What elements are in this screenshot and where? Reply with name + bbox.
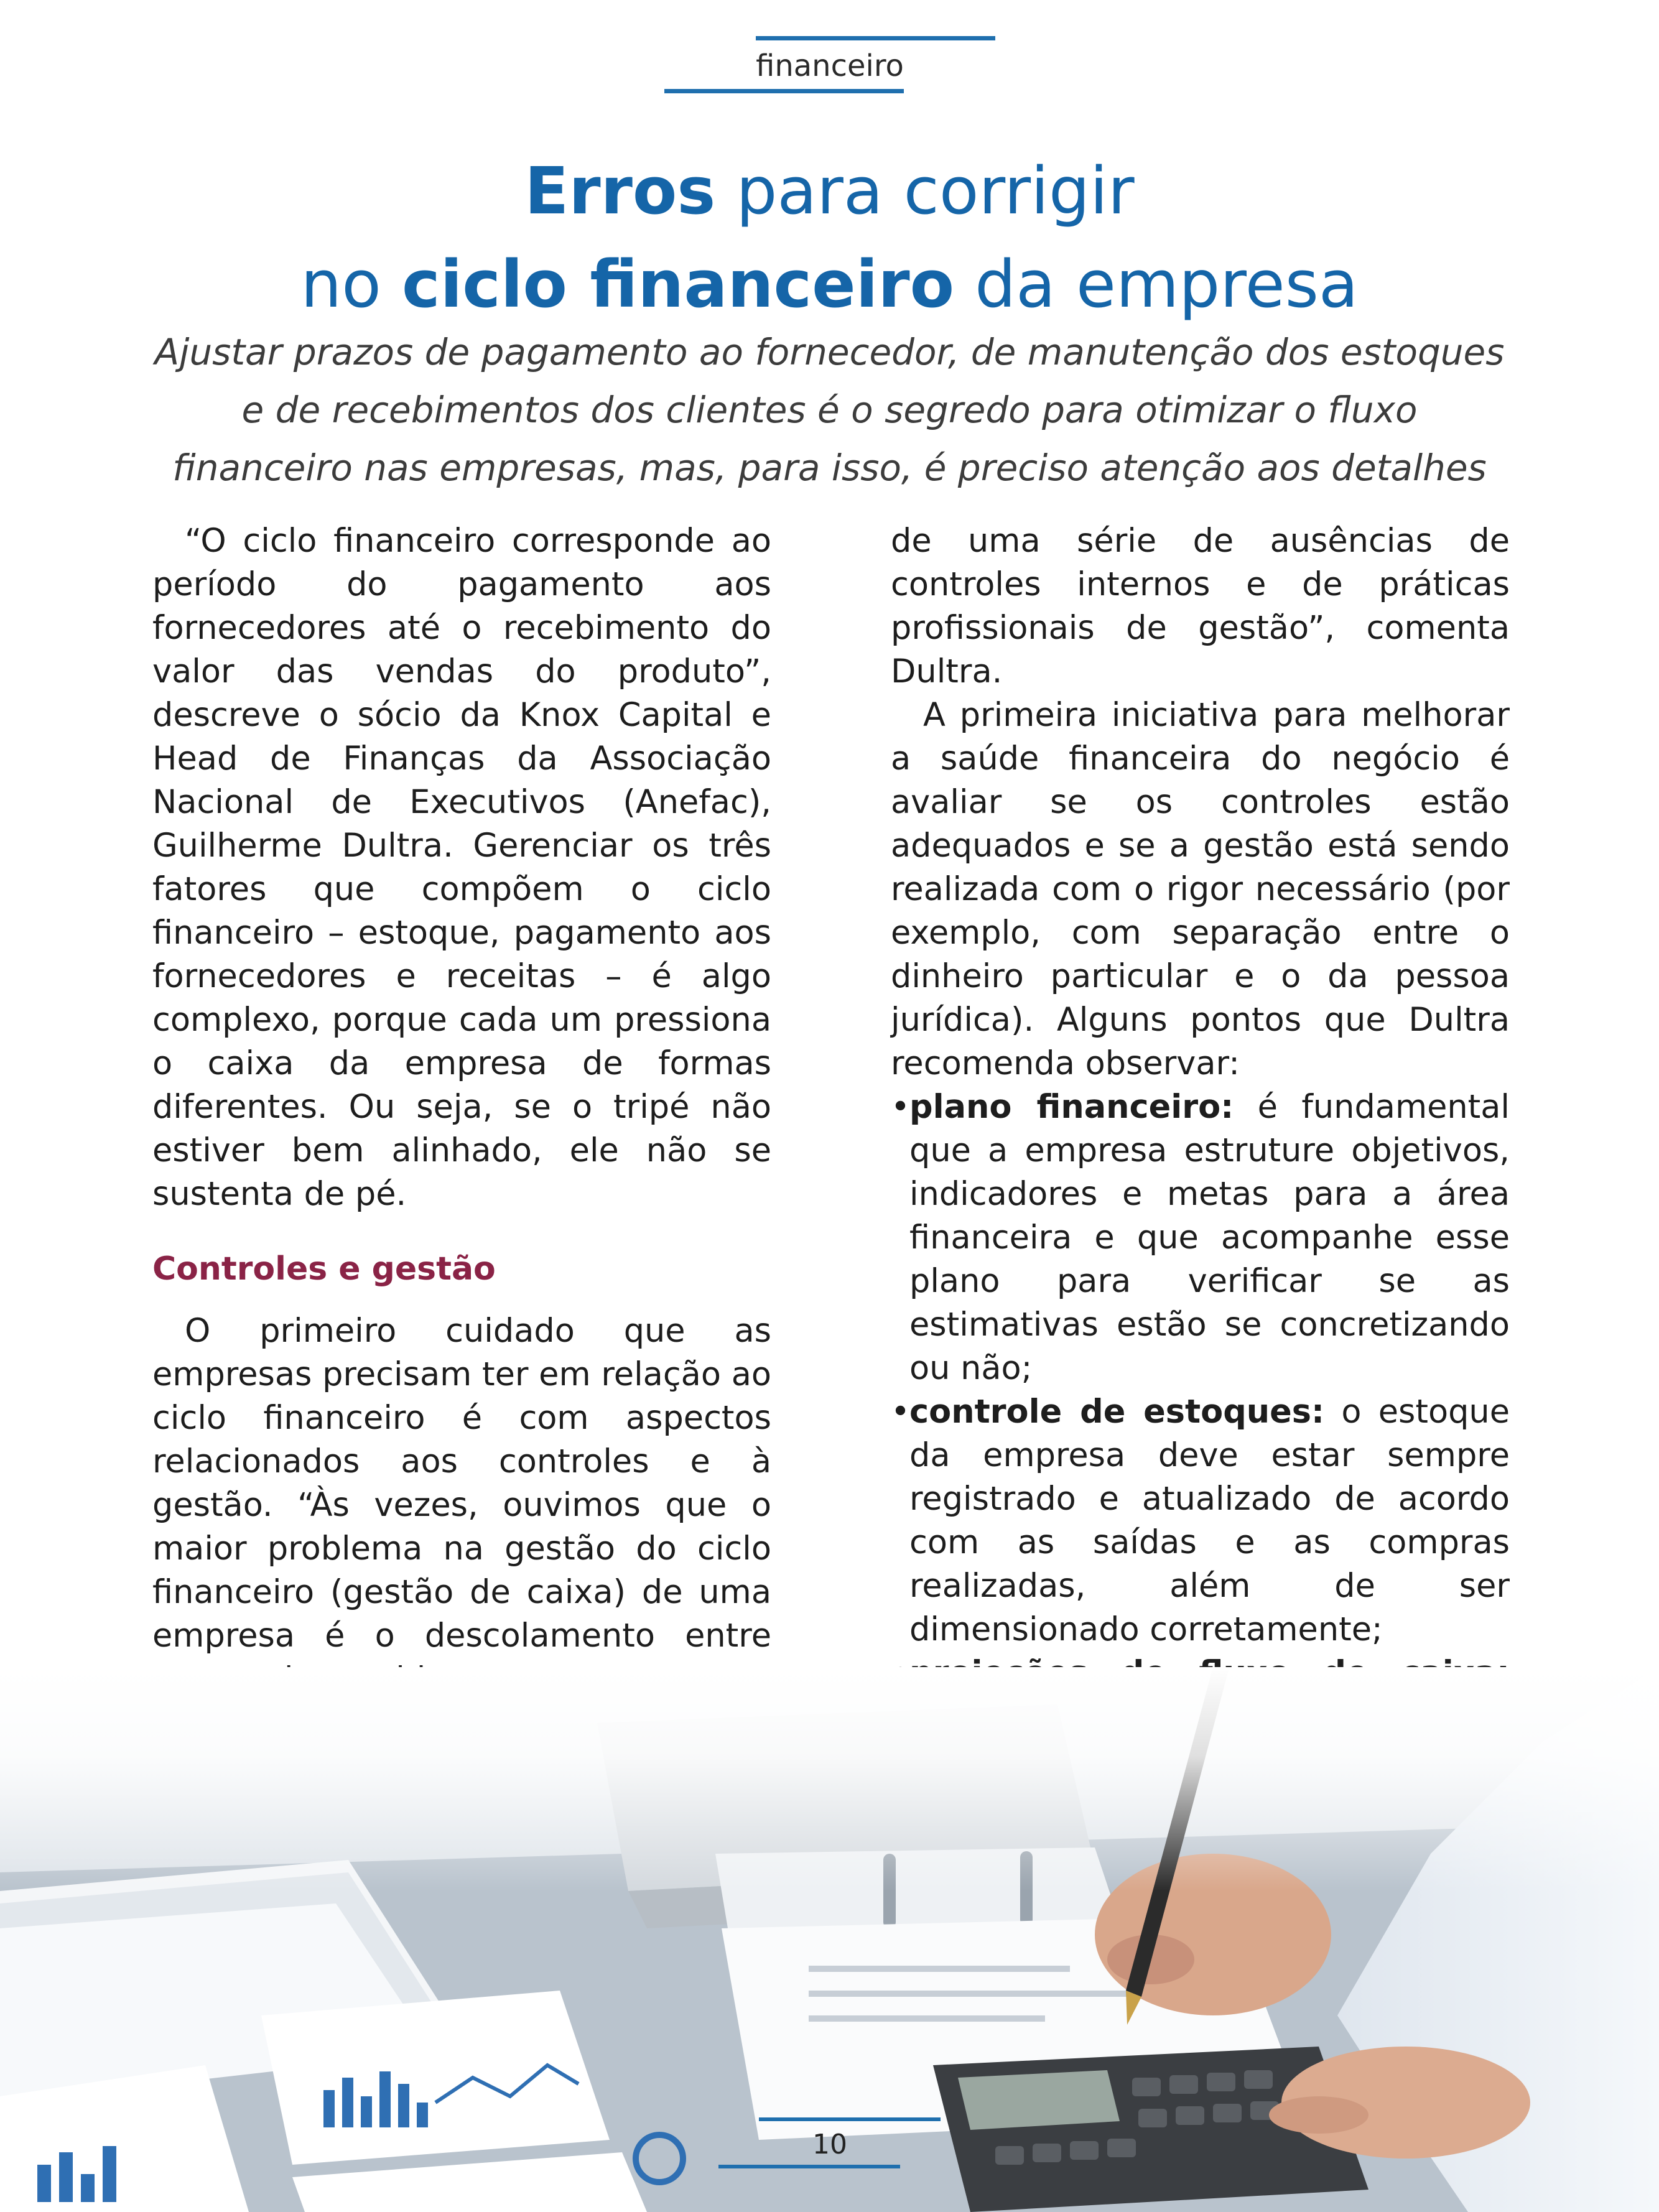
section-tag: financeiro xyxy=(756,49,904,83)
page-number: 10 xyxy=(812,2129,847,2160)
photo-fade-overlay xyxy=(0,1667,1659,1891)
left-paragraph-1: “O ciclo financeiro corresponde ao período do pagamento aos fornecedores até o recebimento do valor das vendas do produto”, descreve o sócio da Knox Capital e Head de Finanças da Associação Nacional de Executivos (Anefac), Guilherme Dultra. Gerenciar os três fatores que compõem o ciclo financeiro – estoque, pagamento aos fornecedores e receitas – é algo complexo, porque cada um pressiona o caixa da empresa de formas diferentes. Ou seja, se o tripé não estiver bem alinhado, ele não se sustenta de pé. xyxy=(152,522,771,1213)
title-text-2a: no xyxy=(300,246,402,322)
title-text-1: para corrigir xyxy=(715,153,1135,229)
subtitle-line-3: financeiro nas empresas, mas, para isso, é preciso atenção aos detalhes xyxy=(172,447,1487,489)
right-paragraph-1: de uma série de ausências de controles internos e de práticas profissionais de gestão”, comenta Dultra. xyxy=(891,522,1510,690)
article-subtitle xyxy=(112,323,1547,497)
list-item-text: é fundamental que a empresa estruture objetivos, indicadores e metas para a área financeira e que acompanhe esse plano para verificar se as estimativas estão se concretizando ou não; xyxy=(909,1088,1510,1387)
section-tag-rule-top xyxy=(756,36,995,40)
section-tag-rule-bottom xyxy=(664,89,904,93)
right-paragraph-2: A primeira iniciativa para melhorar a saúde financeira do negócio é avaliar se os controles estão adequados e se a gestão está sendo realizada com o rigor necessário (por exemplo, com separação entre o dinheiro particular e o da pessoa jurídica). Alguns pontos que Dultra recomenda observar: xyxy=(891,696,1510,1082)
list-item xyxy=(891,1390,1510,1652)
page-number-rule-bottom xyxy=(718,2165,900,2168)
title-line-2 xyxy=(0,238,1659,331)
title-emphasis-1: Erros xyxy=(524,153,716,229)
title-text-2b: da empresa xyxy=(954,246,1359,322)
list-item-term: controle de estoques: xyxy=(909,1393,1325,1431)
article-title xyxy=(0,144,1659,331)
page-number-rule-top xyxy=(759,2117,941,2121)
subtitle-line-1: Ajustar prazos de pagamento ao fornecedor, de manutenção dos estoques xyxy=(154,331,1505,373)
title-emphasis-2: ciclo financeiro xyxy=(401,246,955,322)
section-heading: Controles e gestão xyxy=(152,1250,496,1288)
subtitle-line-2: e de recebimentos dos clientes é o segredo para otimizar o fluxo xyxy=(241,389,1418,431)
list-item-term: plano financeiro: xyxy=(909,1088,1234,1126)
title-line-1 xyxy=(0,144,1659,238)
list-item-text: o estoque da empresa deve estar sempre registrado e atualizado de acordo com as saídas e as compras realizadas, além de ser dimensionado corretamente; xyxy=(909,1393,1510,1648)
left-paragraph-2: O primeiro cuidado que as empresas precisam ter em relação ao ciclo financeiro é com aspectos relacionados aos controles e à gestão. “Às vezes, ouvimos que o maior problema na gestão do ciclo financeiro (gestão de caixa) de uma empresa é o descolamento entre xyxy=(152,1312,771,1655)
list-item xyxy=(891,1085,1510,1390)
left-column xyxy=(152,519,771,1832)
